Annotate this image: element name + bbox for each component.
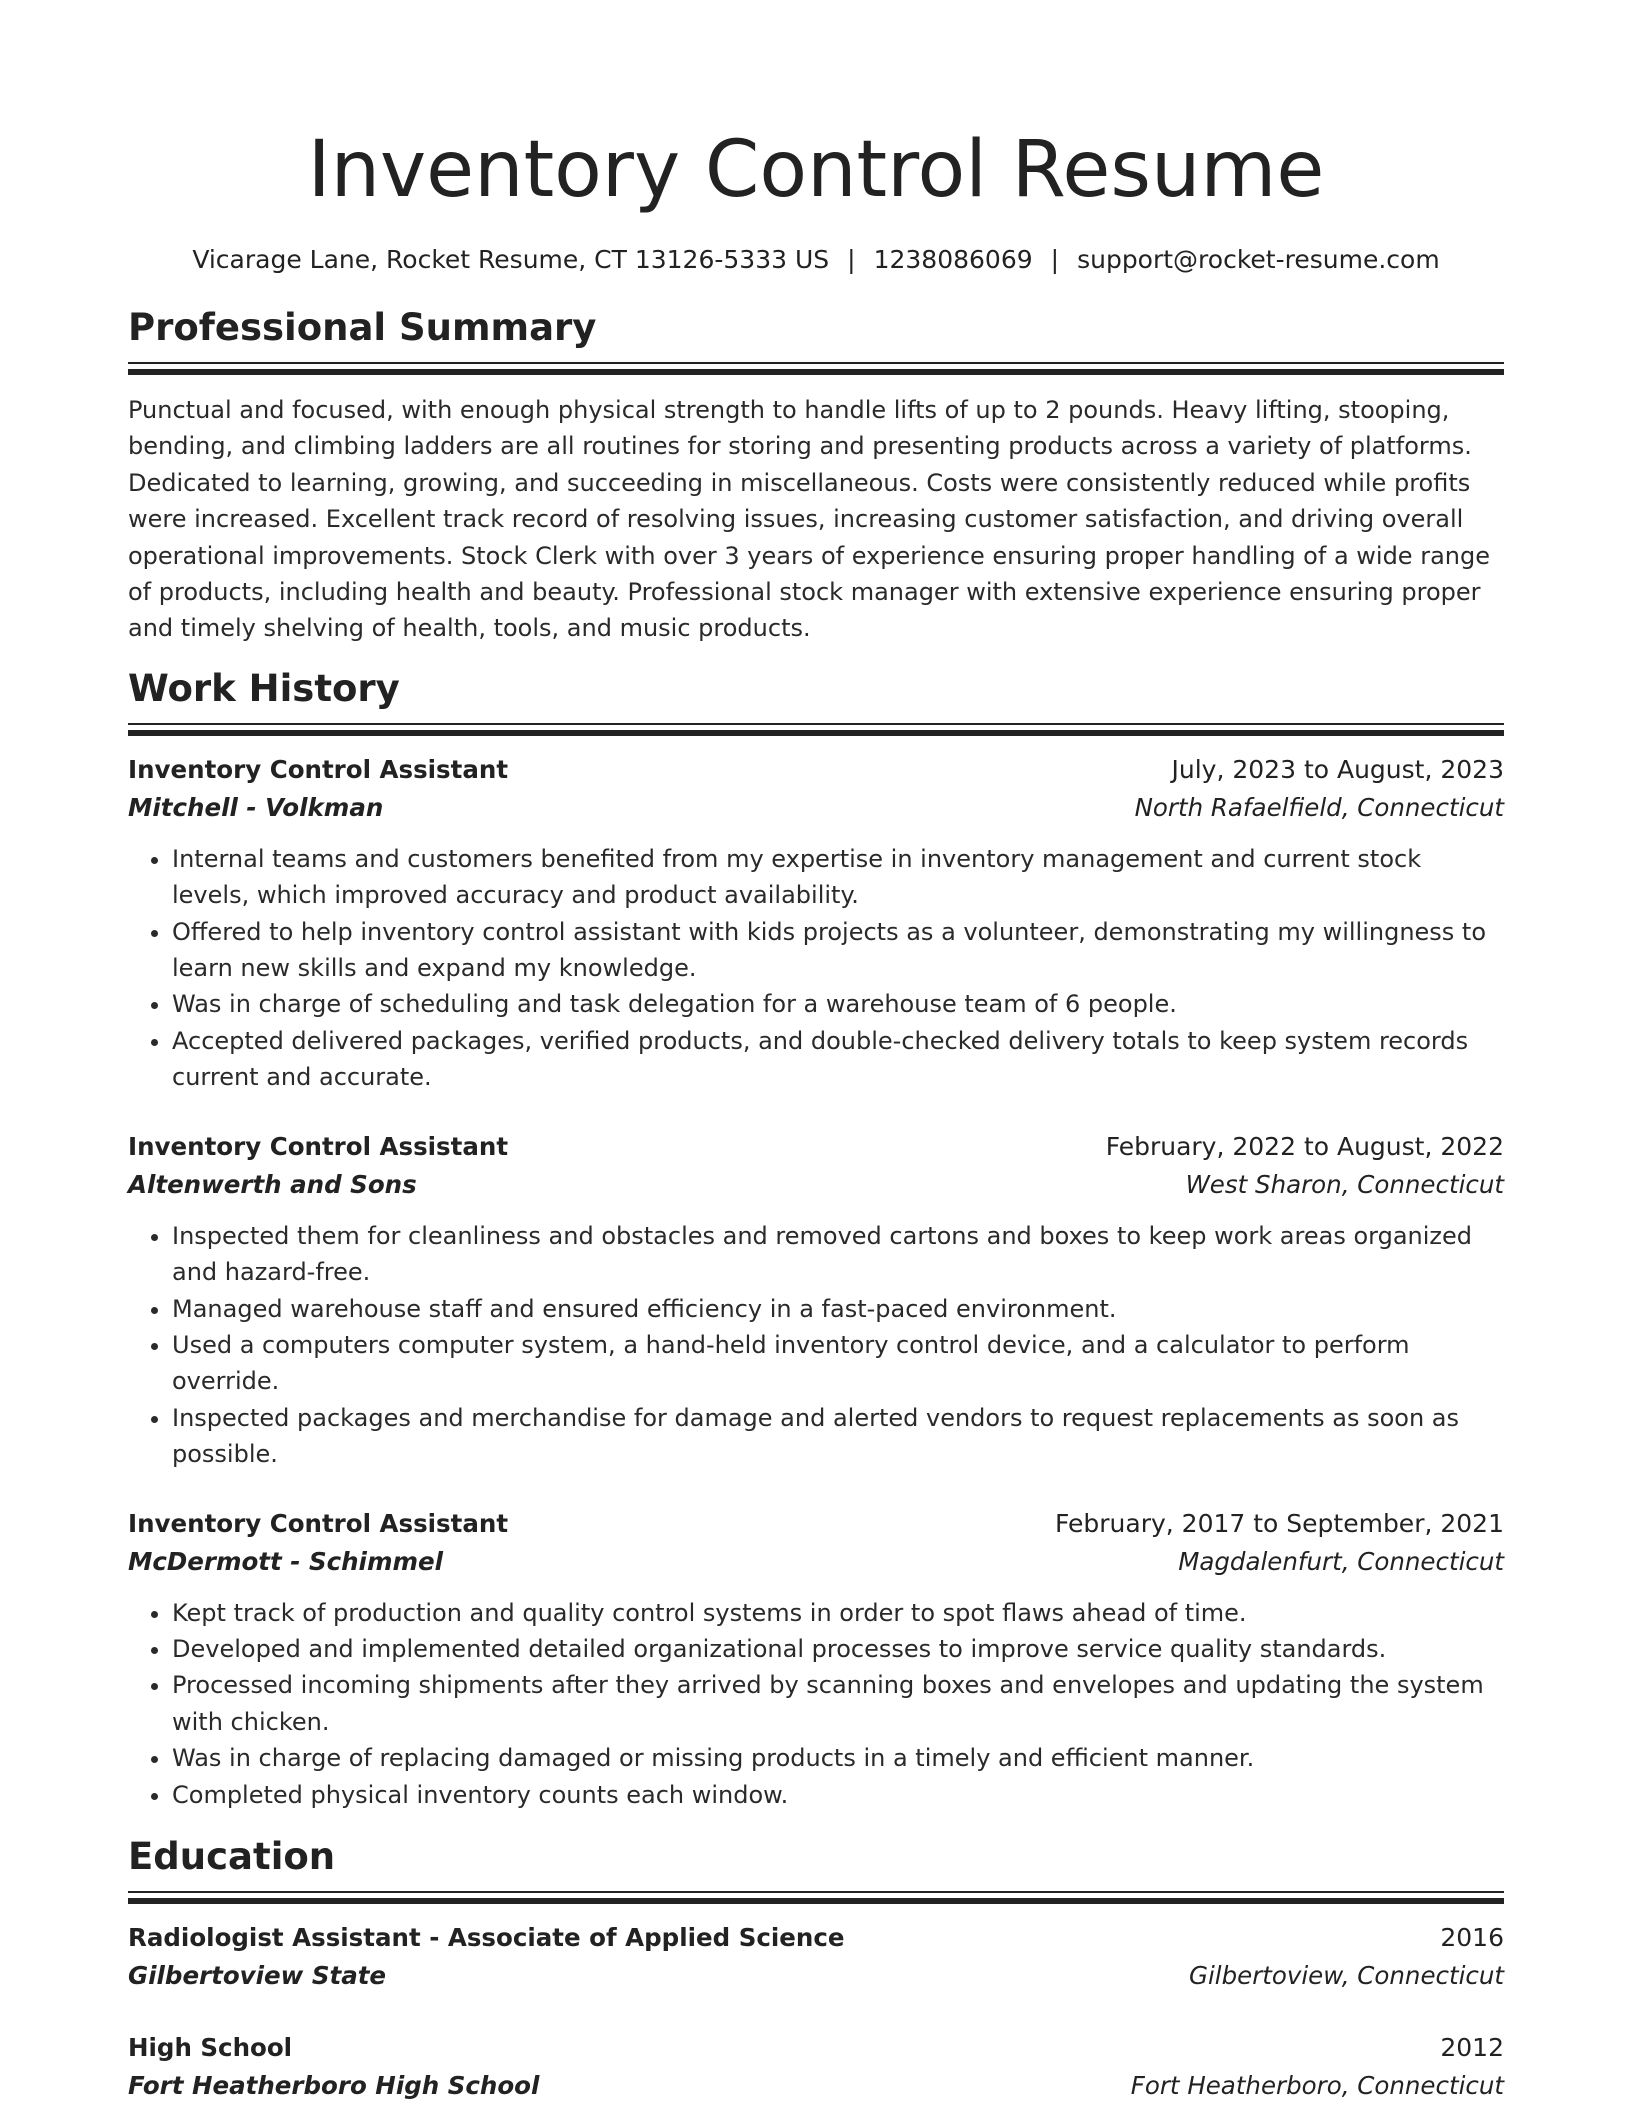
section-heading-education: Education (128, 1834, 336, 1878)
contact-separator: | (1050, 245, 1060, 274)
section-divider (128, 1891, 1504, 1907)
section-divider (128, 362, 1504, 378)
job-dates: February, 2017 to September, 2021 (1055, 1508, 1504, 1538)
contact-address: Vicarage Lane, Rocket Resume, CT 13126-5333 US (192, 245, 830, 274)
bullet-item: • Was in charge of replacing damaged or missing products in a timely and efficient manner. (172, 1740, 1504, 1776)
bullet-item: • Was in charge of scheduling and task delegation for a warehouse team of 6 people. (172, 986, 1504, 1022)
resume-page (128, 0, 1504, 2105)
bullet-item: • Accepted delivered packages, verified products, and double-checked delivery totals to keep system records current and accurate. (172, 1023, 1504, 1096)
bullet-item: • Managed warehouse staff and ensured efficiency in a fast-paced environment. (172, 1291, 1504, 1327)
section-heading-summary: Professional Summary (128, 306, 597, 349)
education-entry (128, 1919, 1504, 1995)
work-history-section (128, 667, 1504, 1813)
job-company: Mitchell - Volkman (128, 792, 384, 822)
bullet-item: • Kept track of production and quality control systems in order to spot flaws ahead of time. (172, 1595, 1504, 1631)
bullet-item: • Inspected them for cleanliness and obstacles and removed cartons and boxes to keep work areas organized and hazard-free. (172, 1218, 1504, 1291)
education-school: Fort Heatherboro High School (128, 2070, 540, 2100)
job-company: Altenwerth and Sons (128, 1169, 417, 1199)
education-degree: Radiologist Assistant - Associate of Applied Science (128, 1922, 845, 1952)
bullet-item: • Internal teams and customers benefited from my expertise in inventory management and current stock levels, which improved accuracy and product availability. (172, 841, 1504, 914)
job-company: McDermott - Schimmel (128, 1546, 444, 1576)
contact-line (128, 244, 1504, 276)
education-entry (128, 2029, 1504, 2105)
bullet-item: • Inspected packages and merchandise for damage and alerted vendors to request replacements as soon as possible. (172, 1400, 1504, 1473)
bullet-item: • Offered to help inventory control assistant with kids projects as a volunteer, demonstrating my willingness to learn new skills and expand my knowledge. (172, 914, 1504, 987)
bullet-item: • Processed incoming shipments after they arrived by scanning boxes and envelopes and updating the system with chicken. (172, 1667, 1504, 1740)
job-entry (128, 751, 1504, 1096)
job-entry (128, 1128, 1504, 1473)
bullet-item: • Developed and implemented detailed organizational processes to improve service quality standards. (172, 1631, 1504, 1667)
education-year: 2016 (1440, 1922, 1504, 1952)
contact-separator: | (847, 245, 856, 274)
job-title: Inventory Control Assistant (128, 754, 509, 784)
contact-phone: 1238086069 (873, 245, 1033, 274)
job-location: Magdalenfurt, Connecticut (1178, 1546, 1504, 1576)
section-heading-work: Work History (128, 666, 400, 710)
education-year: 2012 (1440, 2032, 1504, 2062)
job-dates: February, 2022 to August, 2022 (1105, 1131, 1504, 1161)
education-section (128, 1835, 1504, 2105)
job-entry (128, 1505, 1504, 1813)
job-bullets (128, 1595, 1504, 1813)
job-location: West Sharon, Connecticut (1185, 1169, 1504, 1199)
job-location: North Rafaelfield, Connecticut (1134, 792, 1504, 822)
education-location: Gilbertoview, Connecticut (1188, 1960, 1504, 1990)
education-school: Gilbertoview State (128, 1960, 387, 1990)
bullet-item: • Completed physical inventory counts each window. (172, 1777, 1504, 1813)
contact-email[interactable]: support@rocket-resume.com (1077, 245, 1440, 274)
job-dates: July, 2023 to August, 2023 (1171, 754, 1504, 784)
education-degree: High School (128, 2032, 293, 2062)
job-bullets (128, 841, 1504, 1096)
job-bullets (128, 1218, 1504, 1473)
education-location: Fort Heatherboro, Connecticut (1130, 2070, 1504, 2100)
bullet-item: • Used a computers computer system, a hand-held inventory control device, and a calculator to perform override. (172, 1327, 1504, 1400)
job-title: Inventory Control Assistant (128, 1131, 509, 1161)
summary-text: Punctual and focused, with enough physical strength to handle lifts of up to 2 pounds. Heavy lifting, stooping, bending, and climbing ladders are all routines for storing and presenting products across a variety of platforms. Dedicated to learning, growing, and succeeding in miscellaneous. Costs were consistently reduced while profits were increased. Excellent track record of resolving issues, increasing customer satisfaction, and driving overall operational improvements. Stock Clerk with over 3 years of experience ensuring proper handling of a wide range of products, including health and beauty. Professional stock manager with extensive experience ensuring proper and timely shelving of health, tools, and music products. (128, 396, 1490, 643)
summary-section (128, 306, 1504, 647)
section-divider (128, 723, 1504, 739)
job-title: Inventory Control Assistant (128, 1508, 509, 1538)
resume-title: Inventory Control Resume (307, 125, 1325, 215)
